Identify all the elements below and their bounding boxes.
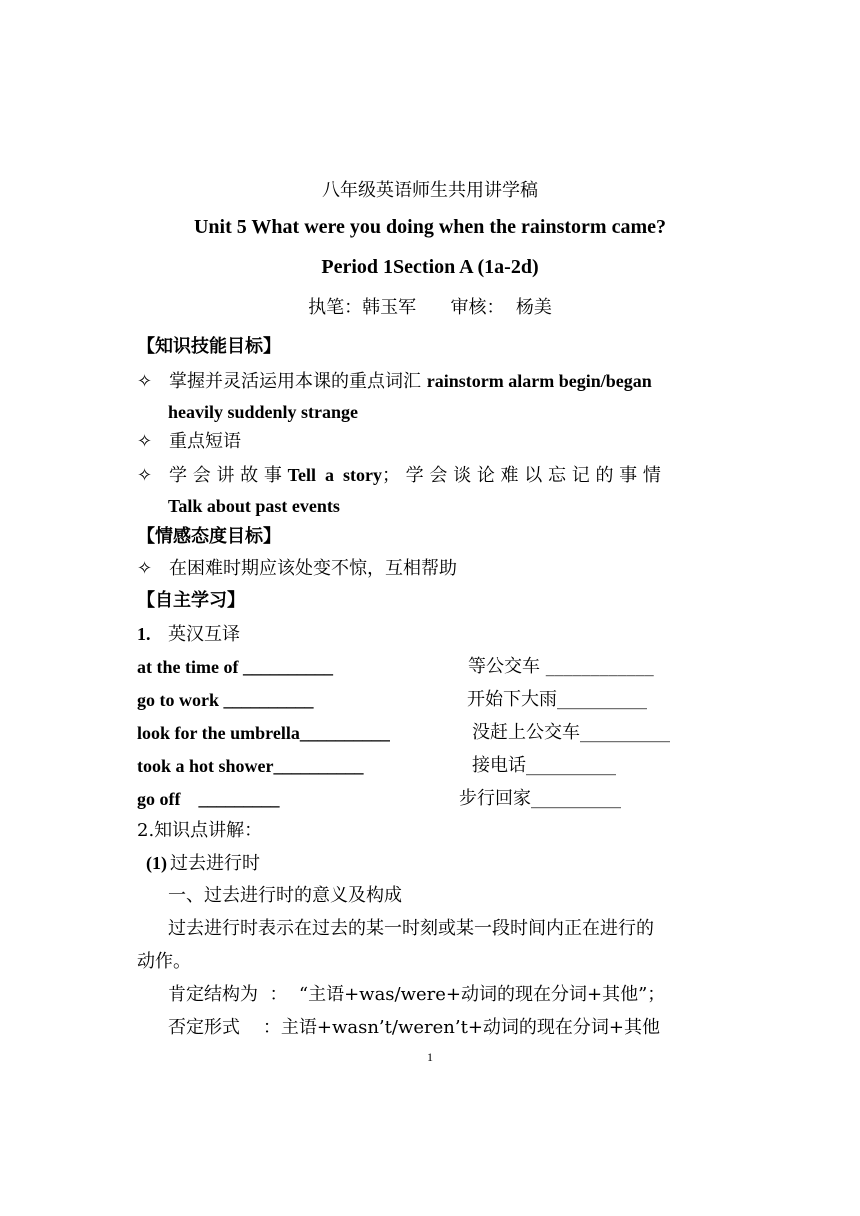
pair-row-4: took a hot shower__________ 接电话__________ [137, 755, 616, 776]
paragraph-line-2: 动作。 [137, 951, 191, 972]
diamond-bullet-icon: ✧ [137, 558, 153, 579]
diamond-bullet-icon: ✧ [137, 431, 153, 452]
goal-item-2: ✧ 重点短语 [137, 431, 241, 452]
pair-row-1: at the time of __________ 等公交车 ____________ [137, 656, 654, 677]
authors-line: 执笔：韩玉军 审核： 杨美 [308, 297, 552, 318]
goal-item-3-cont: Talk about past events [168, 496, 340, 516]
emotion-item-1: ✧ 在困难时期应该处变不惊，互相帮助 [137, 558, 457, 579]
pair-row-2: go to work __________ 开始下大雨__________ [137, 689, 647, 710]
goal-item-3: ✧ 学 会 讲 故 事 Tell a story； 学 会 谈 论 难 以 忘 记 的 事 情 [137, 465, 661, 486]
paragraph-line-1: 过去进行时表示在过去的某一时刻或某一段时间内正在进行的 [168, 918, 654, 939]
pair-row-3: look for the umbrella__________ 没赶上公交车__________ [137, 722, 670, 743]
pair-row-5: go off _________ 步行回家__________ [137, 788, 621, 809]
goal-item-1: ✧ 掌握并灵活运用本课的重点词汇 rainstorm alarm begin/began [137, 371, 652, 392]
part-1-heading: 一、过去进行时的意义及构成 [168, 885, 402, 906]
page-number: 1 [427, 1050, 433, 1064]
subsection-1-title: (1) 过去进行时 [146, 853, 260, 874]
section-2-title: 2.知识点讲解： [137, 820, 263, 841]
period-title: Period 1Section A (1a-2d) [321, 256, 539, 278]
unit-title: Unit 5 What were you doing when the rainstorm came? [193, 216, 667, 238]
emotion-heading: 【情感态度目标】 [137, 526, 281, 547]
diamond-bullet-icon: ✧ [137, 465, 153, 486]
doc-title: 八年级英语师生共用讲学稿 [322, 180, 538, 201]
section-1-title: 1. 英汉互译 [137, 624, 240, 645]
self-study-heading: 【自主学习】 [137, 590, 245, 611]
goals-heading: 【知识技能目标】 [137, 336, 281, 357]
goal-item-1-cont: heavily suddenly strange [168, 402, 359, 422]
affirmative-structure: 肯定结构为 ： “主语+was/were+动词的现在分词+其他”； [168, 984, 666, 1005]
diamond-bullet-icon: ✧ [137, 371, 153, 392]
negative-structure: 否定形式 ：主语+wasn’t/weren’t+动词的现在分词+其他 [168, 1017, 660, 1038]
